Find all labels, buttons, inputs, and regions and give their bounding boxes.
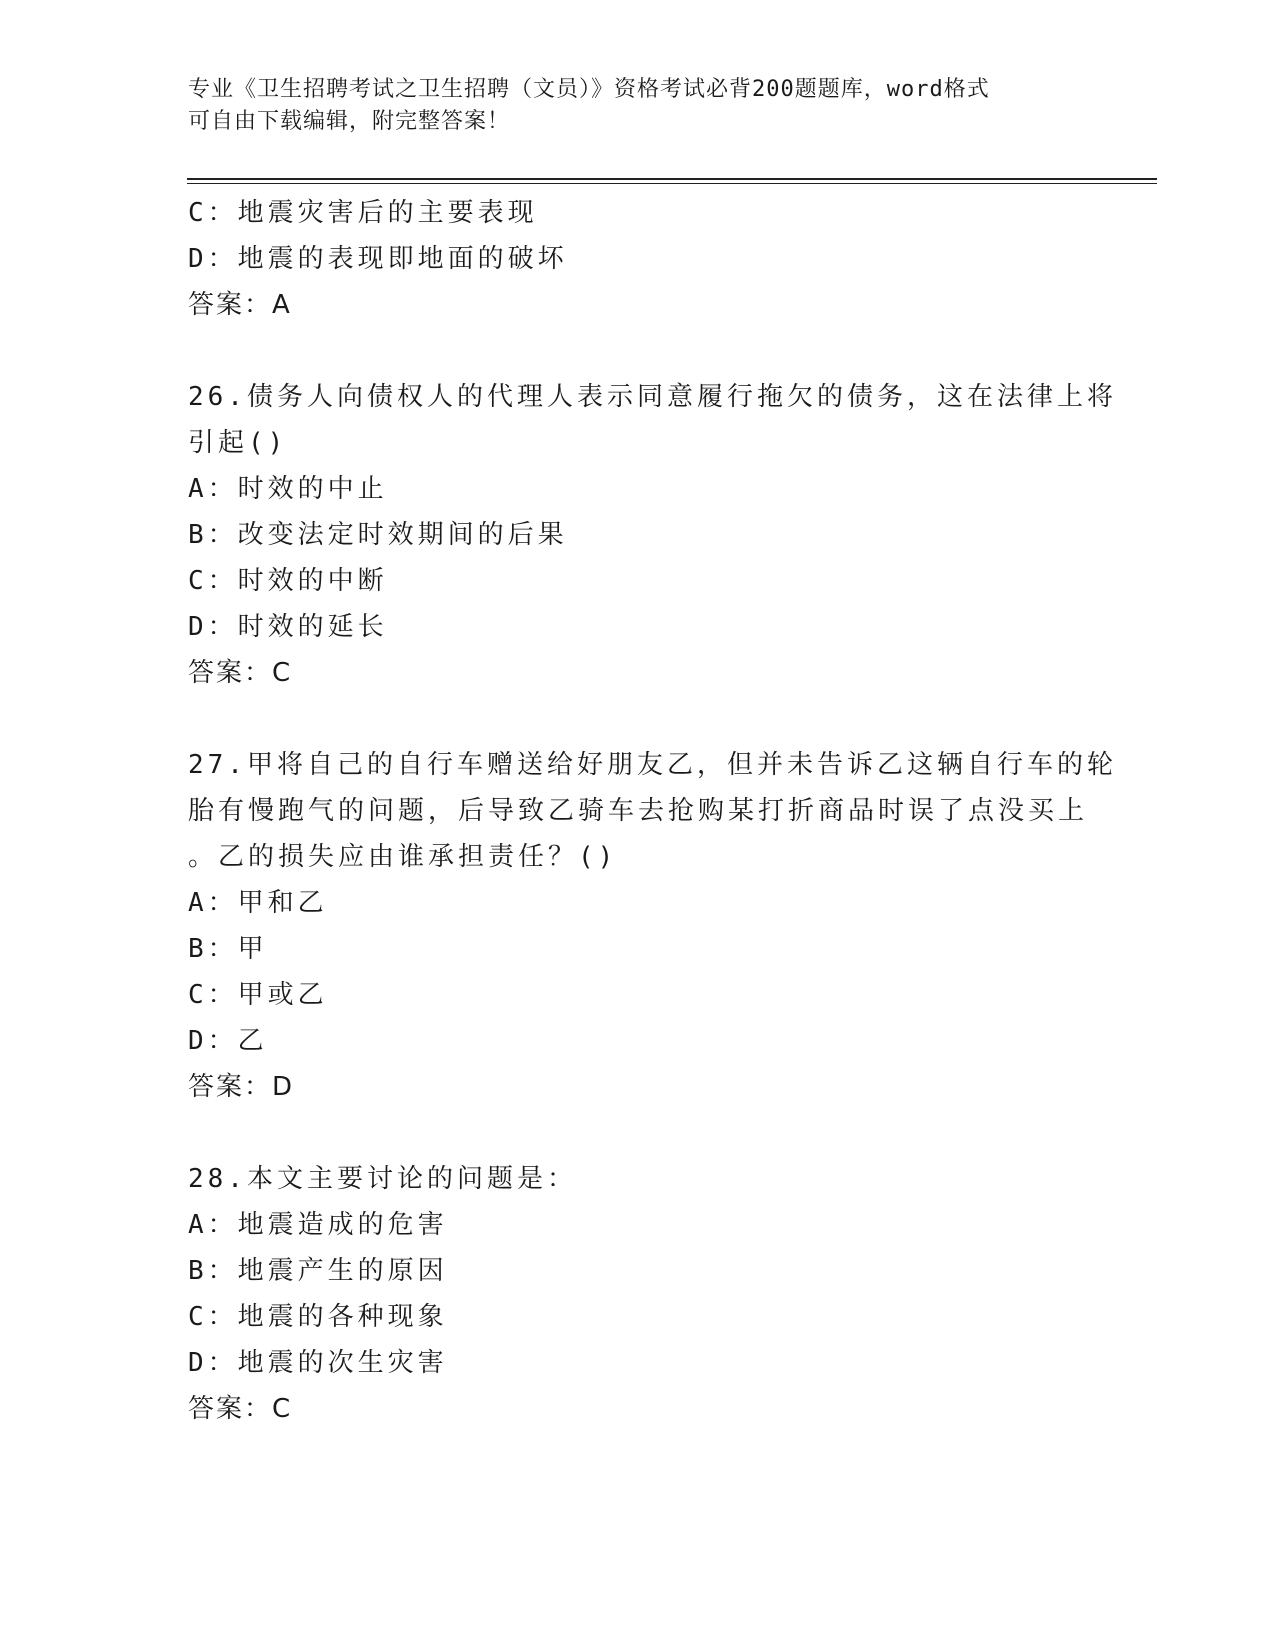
question-stem: 27.甲将自己的自行车赠送给好朋友乙，但并未告诉乙这辆自行车的轮 <box>188 750 1117 780</box>
option-c: C：地震的各种现象 <box>188 1302 448 1332</box>
question-stem: 26.债务人向债权人的代理人表示同意履行拖欠的债务，这在法律上将 <box>188 382 1117 412</box>
option-a: A：甲和乙 <box>188 888 328 918</box>
question-list <box>188 190 1117 1432</box>
answer: 答案：C <box>188 1394 293 1424</box>
document-header <box>188 74 1088 138</box>
option-a: A：时效的中止 <box>188 474 388 504</box>
option-c: C：地震灾害后的主要表现 <box>188 198 538 228</box>
option-a: A：地震造成的危害 <box>188 1210 448 1240</box>
question-stem: 。乙的损失应由谁承担责任？() <box>188 842 618 872</box>
question-27 <box>188 742 1117 1110</box>
option-d: D：地震的次生灾害 <box>188 1348 448 1378</box>
header-line-1: 专业《卫生招聘考试之卫生招聘（文员）》资格考试必背200题题库，word格式 <box>188 77 990 102</box>
option-b: B：甲 <box>188 934 268 964</box>
question-stem: 胎有慢跑气的问题，后导致乙骑车去抢购某打折商品时误了点没买上 <box>188 796 1089 826</box>
option-d: D：时效的延长 <box>188 612 388 642</box>
question-25-tail <box>188 190 1088 328</box>
question-stem: 引起() <box>188 428 288 458</box>
option-b: B：地震产生的原因 <box>188 1256 448 1286</box>
option-d: D：乙 <box>188 1026 268 1056</box>
option-d: D：地震的表现即地面的破坏 <box>188 244 568 274</box>
option-c: C：时效的中断 <box>188 566 388 596</box>
option-c: C：甲或乙 <box>188 980 328 1010</box>
header-divider-thin <box>187 183 1157 184</box>
question-28 <box>188 1156 1088 1432</box>
question-stem: 28.本文主要讨论的问题是： <box>188 1164 577 1194</box>
header-divider-thick <box>187 178 1157 180</box>
answer: 答案：C <box>188 658 293 688</box>
answer: 答案：A <box>188 290 292 320</box>
header-line-2: 可自由下载编辑，附完整答案！ <box>188 109 511 134</box>
answer: 答案：D <box>188 1072 295 1102</box>
option-b: B：改变法定时效期间的后果 <box>188 520 568 550</box>
question-26 <box>188 374 1117 696</box>
